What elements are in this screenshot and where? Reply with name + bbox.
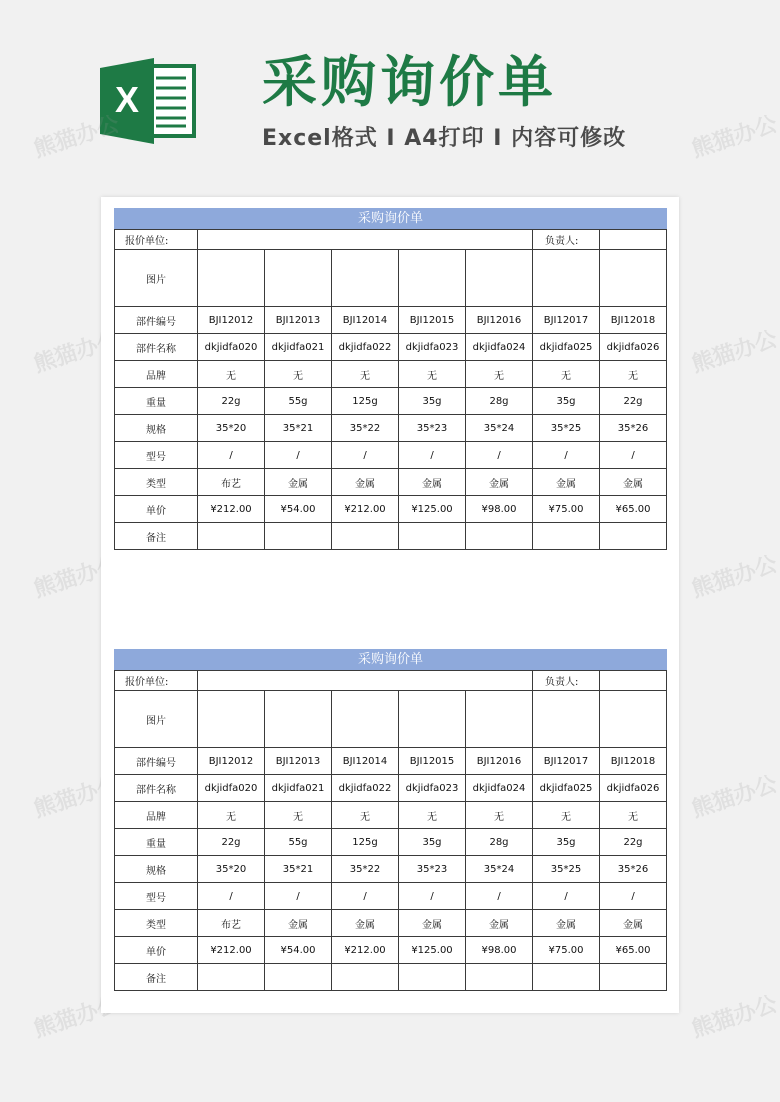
row-label-brand: 品牌 (115, 361, 198, 388)
price-cell[interactable]: ¥125.00 (399, 496, 466, 523)
watermark: 熊猫办公 (30, 991, 123, 1043)
watermark: 熊猫办公 (30, 326, 123, 378)
spec-cell[interactable]: 35*21 (265, 415, 332, 442)
model-cell[interactable]: / (332, 442, 399, 469)
row-label-weight: 重量 (115, 829, 198, 856)
type-cell[interactable]: 金属 (399, 469, 466, 496)
type-cell[interactable]: 金属 (466, 910, 533, 937)
weight-cell[interactable]: 35g (399, 829, 466, 856)
price-cell[interactable]: ¥54.00 (265, 937, 332, 964)
part-name-cell[interactable]: dkjidfa021 (265, 334, 332, 361)
brand-cell[interactable]: 无 (466, 802, 533, 829)
price-cell[interactable]: ¥65.00 (600, 496, 667, 523)
watermark: 熊猫办公 (688, 551, 780, 603)
remark-cell[interactable] (600, 964, 667, 991)
weight-cell[interactable]: 22g (600, 388, 667, 415)
spec-cell[interactable]: 35*25 (533, 415, 600, 442)
price-cell[interactable]: ¥125.00 (399, 937, 466, 964)
row-label-part-name: 部件名称 (115, 334, 198, 361)
model-cell[interactable]: / (533, 442, 600, 469)
quote-unit-cell[interactable] (198, 671, 533, 691)
remark-cell[interactable] (332, 964, 399, 991)
remark-cell[interactable] (466, 964, 533, 991)
type-cell[interactable]: 金属 (399, 910, 466, 937)
type-cell[interactable]: 布艺 (198, 910, 265, 937)
model-cell[interactable]: / (399, 442, 466, 469)
price-cell[interactable]: ¥98.00 (466, 937, 533, 964)
manager-label: 负责人: (533, 671, 600, 691)
row-label-image: 图片 (115, 691, 198, 748)
remark-cell[interactable] (399, 964, 466, 991)
model-cell[interactable]: / (399, 883, 466, 910)
model-cell[interactable]: / (198, 883, 265, 910)
model-cell[interactable]: / (533, 883, 600, 910)
spec-cell[interactable]: 35*23 (399, 415, 466, 442)
price-cell[interactable]: ¥98.00 (466, 496, 533, 523)
part-no-cell[interactable]: BJI12014 (332, 307, 399, 334)
part-name-cell[interactable]: dkjidfa023 (399, 775, 466, 802)
remark-cell[interactable] (600, 523, 667, 550)
remark-cell[interactable] (399, 523, 466, 550)
part-no-cell[interactable]: BJI12016 (466, 748, 533, 775)
type-cell[interactable]: 金属 (466, 469, 533, 496)
price-cell[interactable]: ¥75.00 (533, 496, 600, 523)
brand-cell[interactable]: 无 (533, 361, 600, 388)
brand-cell[interactable]: 无 (198, 802, 265, 829)
remark-cell[interactable] (466, 523, 533, 550)
watermark: 熊猫办公 (688, 771, 780, 823)
brand-cell[interactable]: 无 (265, 361, 332, 388)
spec-cell[interactable]: 35*22 (332, 415, 399, 442)
image-cell[interactable] (265, 250, 332, 307)
row-label-brand: 品牌 (115, 802, 198, 829)
row-label-part-no: 部件编号 (115, 748, 198, 775)
spec-cell[interactable]: 35*24 (466, 415, 533, 442)
document-page (101, 197, 679, 1013)
price-cell[interactable]: ¥65.00 (600, 937, 667, 964)
row-label-part-no: 部件编号 (115, 307, 198, 334)
row-label-image: 图片 (115, 250, 198, 307)
inquiry-sheet (114, 649, 667, 991)
row-label-model: 型号 (115, 883, 198, 910)
image-cell[interactable] (332, 691, 399, 748)
part-name-cell[interactable]: dkjidfa025 (533, 775, 600, 802)
watermark: 熊猫办公 (688, 991, 780, 1043)
manager-label: 负责人: (533, 230, 600, 250)
page-subtitle: Excel格式 I A4打印 I 内容可修改 (262, 126, 627, 151)
sheet-title: 采购询价单 (114, 649, 667, 670)
weight-cell[interactable]: 55g (265, 388, 332, 415)
price-cell[interactable]: ¥212.00 (332, 496, 399, 523)
part-name-cell[interactable]: dkjidfa021 (265, 775, 332, 802)
manager-cell[interactable] (600, 230, 667, 250)
brand-cell[interactable]: 无 (332, 361, 399, 388)
type-cell[interactable]: 金属 (265, 469, 332, 496)
weight-cell[interactable]: 22g (198, 388, 265, 415)
weight-cell[interactable]: 35g (533, 829, 600, 856)
image-cell[interactable] (399, 250, 466, 307)
type-cell[interactable]: 金属 (600, 469, 667, 496)
image-cell[interactable] (466, 691, 533, 748)
type-cell[interactable]: 布艺 (198, 469, 265, 496)
part-name-cell[interactable]: dkjidfa025 (533, 334, 600, 361)
price-cell[interactable]: ¥212.00 (332, 937, 399, 964)
remark-cell[interactable] (198, 964, 265, 991)
remark-cell[interactable] (533, 523, 600, 550)
watermark: 熊猫办公 (30, 551, 123, 603)
row-label-type: 类型 (115, 469, 198, 496)
weight-cell[interactable]: 35g (399, 388, 466, 415)
brand-cell[interactable]: 无 (332, 802, 399, 829)
model-cell[interactable]: / (265, 883, 332, 910)
weight-cell[interactable]: 125g (332, 829, 399, 856)
row-label-part-name: 部件名称 (115, 775, 198, 802)
part-name-cell[interactable]: dkjidfa022 (332, 775, 399, 802)
model-cell[interactable]: / (265, 442, 332, 469)
sheet-title: 采购询价单 (114, 208, 667, 229)
excel-logo-icon (100, 56, 198, 146)
spec-cell[interactable]: 35*26 (600, 856, 667, 883)
remark-cell[interactable] (265, 523, 332, 550)
model-cell[interactable]: / (332, 883, 399, 910)
price-cell[interactable]: ¥75.00 (533, 937, 600, 964)
watermark: 熊猫办公 (30, 111, 123, 163)
image-cell[interactable] (265, 691, 332, 748)
part-name-cell[interactable]: dkjidfa020 (198, 775, 265, 802)
model-cell[interactable]: / (466, 883, 533, 910)
inquiry-table (114, 670, 667, 991)
part-no-cell[interactable]: BJI12015 (399, 307, 466, 334)
spec-cell[interactable]: 35*26 (600, 415, 667, 442)
image-cell[interactable] (399, 691, 466, 748)
brand-cell[interactable]: 无 (399, 361, 466, 388)
spec-cell[interactable]: 35*24 (466, 856, 533, 883)
row-label-weight: 重量 (115, 388, 198, 415)
weight-cell[interactable]: 22g (198, 829, 265, 856)
part-no-cell[interactable]: BJI12018 (600, 748, 667, 775)
type-cell[interactable]: 金属 (533, 469, 600, 496)
quote-unit-label: 报价单位: (115, 230, 198, 250)
model-cell[interactable]: / (600, 883, 667, 910)
image-cell[interactable] (332, 250, 399, 307)
brand-cell[interactable]: 无 (600, 802, 667, 829)
brand-cell[interactable]: 无 (533, 802, 600, 829)
row-label-price: 单价 (115, 496, 198, 523)
part-no-cell[interactable]: BJI12015 (399, 748, 466, 775)
brand-cell[interactable]: 无 (466, 361, 533, 388)
part-no-cell[interactable]: BJI12018 (600, 307, 667, 334)
weight-cell[interactable]: 28g (466, 829, 533, 856)
part-no-cell[interactable]: BJI12014 (332, 748, 399, 775)
part-no-cell[interactable]: BJI12012 (198, 748, 265, 775)
row-label-remark: 备注 (115, 523, 198, 550)
remark-cell[interactable] (332, 523, 399, 550)
remark-cell[interactable] (265, 964, 332, 991)
part-name-cell[interactable]: dkjidfa023 (399, 334, 466, 361)
manager-cell[interactable] (600, 671, 667, 691)
price-cell[interactable]: ¥212.00 (198, 937, 265, 964)
row-label-spec: 规格 (115, 415, 198, 442)
row-label-spec: 规格 (115, 856, 198, 883)
model-cell[interactable]: / (466, 442, 533, 469)
model-cell[interactable]: / (600, 442, 667, 469)
part-name-cell[interactable]: dkjidfa024 (466, 775, 533, 802)
image-cell[interactable] (600, 691, 667, 748)
image-cell[interactable] (466, 250, 533, 307)
type-cell[interactable]: 金属 (332, 469, 399, 496)
weight-cell[interactable]: 35g (533, 388, 600, 415)
quote-unit-cell[interactable] (198, 230, 533, 250)
image-cell[interactable] (600, 250, 667, 307)
type-cell[interactable]: 金属 (265, 910, 332, 937)
part-no-cell[interactable]: BJI12013 (265, 307, 332, 334)
inquiry-table (114, 229, 667, 550)
logo-letter: X (114, 79, 140, 120)
quote-unit-label: 报价单位: (115, 671, 198, 691)
brand-cell[interactable]: 无 (265, 802, 332, 829)
part-no-cell[interactable]: BJI12013 (265, 748, 332, 775)
price-cell[interactable]: ¥212.00 (198, 496, 265, 523)
spec-cell[interactable]: 35*21 (265, 856, 332, 883)
brand-cell[interactable]: 无 (399, 802, 466, 829)
type-cell[interactable]: 金属 (533, 910, 600, 937)
page-title: 采购询价单 (262, 50, 558, 114)
row-label-type: 类型 (115, 910, 198, 937)
spec-cell[interactable]: 35*20 (198, 856, 265, 883)
brand-cell[interactable]: 无 (198, 361, 265, 388)
row-label-price: 单价 (115, 937, 198, 964)
image-cell[interactable] (533, 691, 600, 748)
image-cell[interactable] (198, 691, 265, 748)
watermark: 熊猫办公 (688, 111, 780, 163)
part-no-cell[interactable]: BJI12017 (533, 307, 600, 334)
price-cell[interactable]: ¥54.00 (265, 496, 332, 523)
part-no-cell[interactable]: BJI12017 (533, 748, 600, 775)
watermark: 熊猫办公 (30, 771, 123, 823)
watermark: 熊猫办公 (688, 326, 780, 378)
type-cell[interactable]: 金属 (600, 910, 667, 937)
spec-cell[interactable]: 35*23 (399, 856, 466, 883)
type-cell[interactable]: 金属 (332, 910, 399, 937)
part-name-cell[interactable]: dkjidfa026 (600, 334, 667, 361)
part-name-cell[interactable]: dkjidfa020 (198, 334, 265, 361)
part-no-cell[interactable]: BJI12016 (466, 307, 533, 334)
spec-cell[interactable]: 35*25 (533, 856, 600, 883)
remark-cell[interactable] (198, 523, 265, 550)
brand-cell[interactable]: 无 (600, 361, 667, 388)
image-cell[interactable] (533, 250, 600, 307)
weight-cell[interactable]: 125g (332, 388, 399, 415)
image-cell[interactable] (198, 250, 265, 307)
spec-cell[interactable]: 35*20 (198, 415, 265, 442)
part-name-cell[interactable]: dkjidfa026 (600, 775, 667, 802)
weight-cell[interactable]: 22g (600, 829, 667, 856)
remark-cell[interactable] (533, 964, 600, 991)
part-no-cell[interactable]: BJI12012 (198, 307, 265, 334)
weight-cell[interactable]: 28g (466, 388, 533, 415)
part-name-cell[interactable]: dkjidfa024 (466, 334, 533, 361)
spec-cell[interactable]: 35*22 (332, 856, 399, 883)
inquiry-sheet (114, 208, 667, 550)
row-label-remark: 备注 (115, 964, 198, 991)
part-name-cell[interactable]: dkjidfa022 (332, 334, 399, 361)
weight-cell[interactable]: 55g (265, 829, 332, 856)
model-cell[interactable]: / (198, 442, 265, 469)
row-label-model: 型号 (115, 442, 198, 469)
